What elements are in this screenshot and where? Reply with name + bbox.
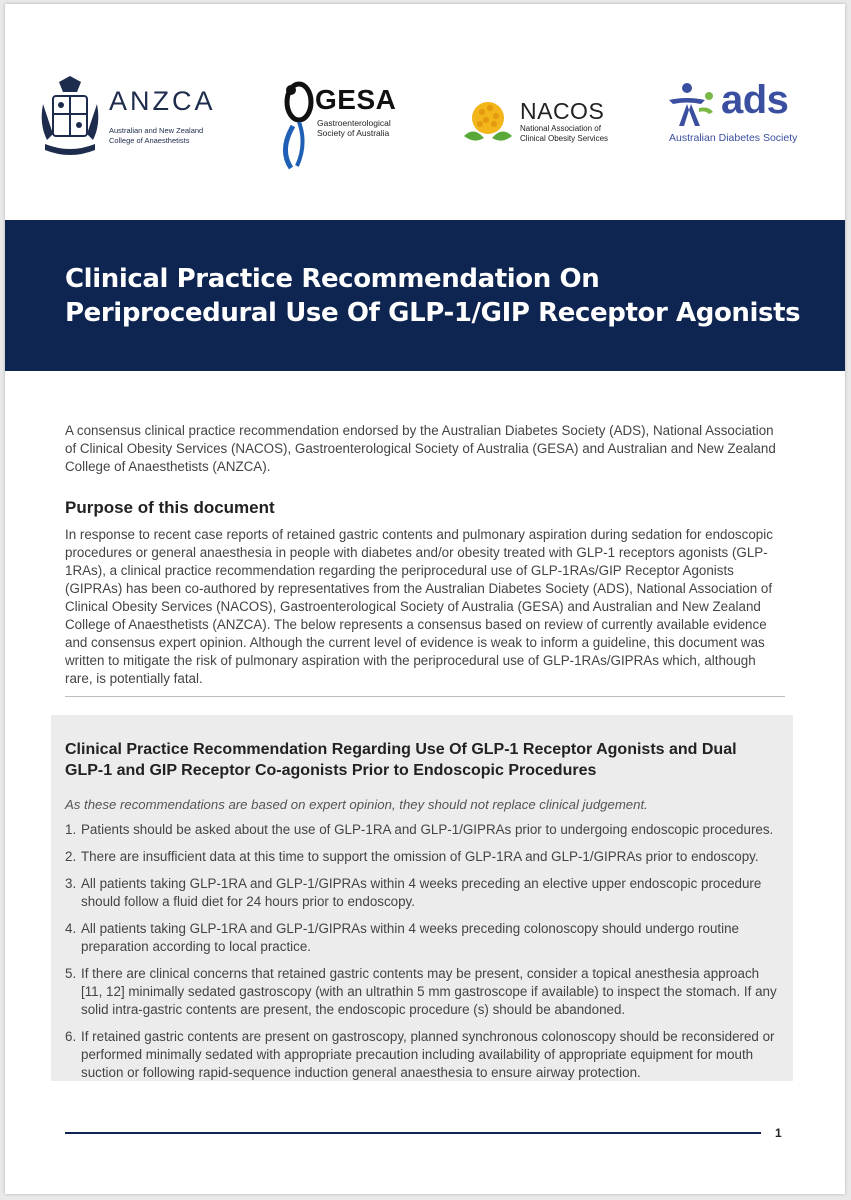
recommendation-text: All patients taking GLP-1RA and GLP-1/GIPRAs within 4 weeks preceding colonoscopy should undergo routine preparation according to local practice. xyxy=(81,921,740,954)
recommendations-title xyxy=(65,739,777,781)
recommendation-number: 3. xyxy=(65,876,77,891)
recommendation-text: There are insufficient data at this time to support the omission of GLP-1RA and GLP-1/GIPRAs prior to endoscopy. xyxy=(81,849,759,864)
footer-divider xyxy=(65,1132,761,1134)
recommendations-disclaimer: As these recommendations are based on expert opinion, they should not replace clinical judgement. xyxy=(65,797,648,812)
recommendations-title-regular: Clinical Practice Recommendation Regarding Use Of GLP-1 Receptor Agonists and Dual GLP-1 and GIP Receptor Co-agonists xyxy=(65,741,737,779)
gesa-subtitle-line: Society of Australia xyxy=(317,128,390,138)
anzca-subtitle-line: College of Anaesthetists xyxy=(109,135,190,145)
recommendation-text: Patients should be asked about the use of GLP-1RA and GLP-1/GIPRAs prior to undergoing endoscopic procedures. xyxy=(81,822,774,837)
ads-logo xyxy=(665,80,815,156)
recommendation-number: 1. xyxy=(65,822,77,837)
document-title: Clinical Practice Recommendation On Periprocedural Use Of GLP-1/GIP Receptor Agonists xyxy=(65,264,801,328)
page-number: 1 xyxy=(775,1126,782,1140)
anzca-subtitle-line: Australian and New Zealand xyxy=(109,126,204,135)
recommendation-number: 5. xyxy=(65,966,77,981)
gesa-logo xyxy=(277,80,417,172)
document-page xyxy=(5,4,845,1194)
recommendation-item xyxy=(65,1028,781,1082)
recommendation-number: 2. xyxy=(65,849,77,864)
anzca-crest-icon xyxy=(39,74,101,158)
nacos-name: NACOS xyxy=(520,98,605,124)
recommendation-item xyxy=(65,965,781,1019)
recommendation-item xyxy=(65,920,781,956)
recommendations-title-bold: Prior to Endoscopic Procedures xyxy=(351,762,597,779)
nacos-logo xyxy=(460,96,630,152)
recommendation-text: If retained gastric contents are present on gastroscopy, planned synchronous colonoscopy should be reconsidered or performed minimally sedated with appropriate precaution including availability of appropriate equipment for mouth suction or following rapid-sequence induction general anaesthesia to ensure airway protection. xyxy=(81,1029,775,1080)
gesa-name: GESA xyxy=(315,84,397,115)
recommendation-item xyxy=(65,848,781,866)
recommendation-number: 6. xyxy=(65,1029,77,1044)
purpose-heading: Purpose of this document xyxy=(65,498,275,517)
recommendation-number: 4. xyxy=(65,921,77,936)
partner-logos xyxy=(5,4,845,218)
recommendations-list xyxy=(65,821,781,1091)
nacos-subtitle xyxy=(520,124,630,143)
section-divider xyxy=(65,696,785,697)
nacos-subtitle-line: Clinical Obesity Services xyxy=(520,133,609,143)
recommendation-item xyxy=(65,875,781,911)
nacos-subtitle-line: National Association of xyxy=(520,124,601,133)
recommendation-item xyxy=(65,821,781,839)
recommendation-text: If there are clinical concerns that retained gastric contents may be present, consider a topical anesthesia approach [11, 12] minimally sedated gastroscopy (with an ultrathin 5 mm gastroscope if available) to inspect the stomach. If any solid intra-gastric contents are present, the endoscopic procedure (s) should be abandoned. xyxy=(81,966,777,1017)
title-banner xyxy=(5,220,845,371)
gesa-figure-icon xyxy=(277,80,317,172)
intro-paragraph: A consensus clinical practice recommendation endorsed by the Australian Diabetes Society (ADS), National Association of Clinical Obesity Services (NACOS), Gastroenterological Society of Australia (GESA) and Australian and New Zealand College of Anaesthetists (ANZCA). xyxy=(65,423,776,474)
purpose-paragraph: In response to recent case reports of retained gastric contents and pulmonary aspiration during sedation for endoscopic procedures or general anaesthesia in people with diabetes and/or obesity treated with GLP-1 receptors agonists (GLP-1RAs), a clinical practice recommendation regarding the periprocedural use of GLP-1RAs/GIP Receptor Agonists (GIPRAs) has been co-authored by representatives from the Australian Diabetes Society (ADS), National Association of Clinical Obesity Services (NACOS), Gastroenterological Society of Australia (GESA) and Australian and New Zealand College of Anaesthetists (ANZCA). The below represents a consensus based on review of currently available evidence and consensus expert opinion. Although the current level of evidence is weak to inform a guideline, this document was written to mitigate the risk of pulmonary aspiration with the periprocedural use of GLP-1RAs/GIPRAs which, although rare, is potentially fatal. xyxy=(65,527,773,686)
recommendation-text: All patients taking GLP-1RA and GLP-1/GIPRAs within 4 weeks preceding an elective upper endoscopic procedure should follow a fluid diet for 24 hours prior to endoscopy. xyxy=(81,876,762,909)
anzca-subtitle xyxy=(109,126,239,145)
ads-name: ads xyxy=(721,78,789,122)
ads-people-icon xyxy=(665,82,715,128)
gesa-subtitle xyxy=(317,118,417,138)
recommendations-box xyxy=(51,715,793,1081)
ads-subtitle: Australian Diabetes Society xyxy=(669,132,798,144)
anzca-name: ANZCA xyxy=(109,86,216,116)
gesa-subtitle-line: Gastroenterological xyxy=(317,118,391,128)
anzca-logo xyxy=(39,74,239,158)
wattle-flower-icon xyxy=(460,96,516,146)
